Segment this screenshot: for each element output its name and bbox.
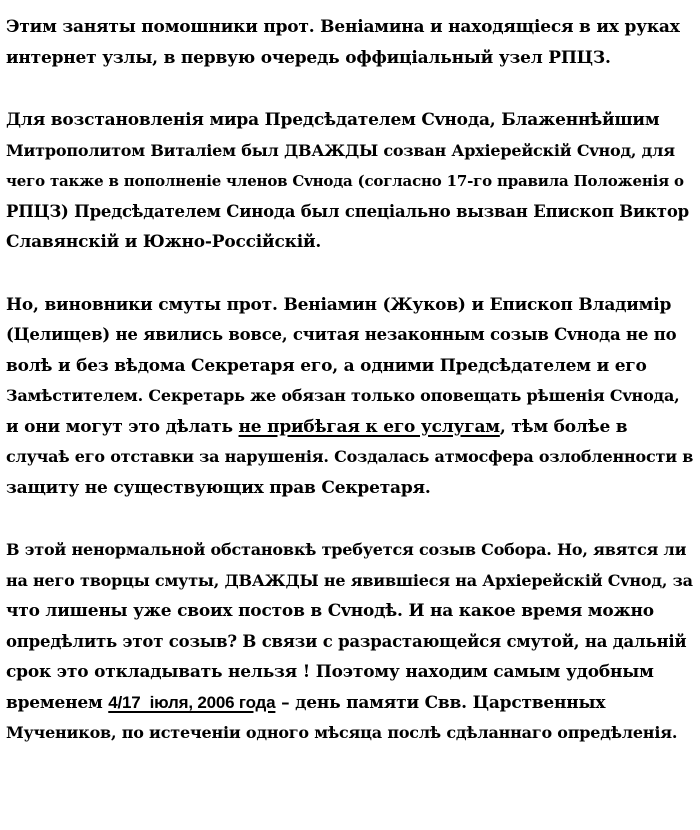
- text-segment: и они могут это дѣлать: [6, 416, 239, 437]
- paragraph-2: [6, 105, 694, 258]
- text-line: срок это откладывать нельзя ! Поэтому находим самым удобным: [6, 662, 654, 682]
- text-line: опредѣлить этот созыв? В связи с разрастающейся смутой, на дальній: [6, 631, 687, 651]
- paragraph-1: [6, 12, 694, 73]
- text-line: чего также в пополненіе членов Сvнода (согласно 17-го правила Положенія о: [6, 172, 684, 190]
- paragraph-3: [6, 290, 694, 504]
- date-phrase: 4/17 іюля, 2006 года: [108, 692, 276, 712]
- text-line: (Целищев) не явились вовсе, считая незаконным созыв Сvнода не по: [6, 325, 677, 344]
- text-segment: , тѣм болѣе в: [499, 416, 628, 437]
- text-line: случаѣ его отставки за нарушенія. Создалась атмосфера озлобленности в: [6, 447, 694, 466]
- text-line: Мучеников, по истеченіи одного мѣсяца послѣ сдѣланнаго опредѣленія.: [6, 723, 678, 742]
- text-line: Этим заняты помошники прот. Веніамина и находящіеся в их руках: [6, 17, 680, 37]
- text-line: интернет узлы, в первую очередь оффиціальный узел РПЦЗ.: [6, 47, 611, 68]
- text-line: Славянскій и Южно-Россійскій.: [6, 232, 322, 252]
- text-line: Но, виновники смуты прот. Веніамин (Жуков) и Епископ Владимір: [6, 294, 672, 315]
- underlined-phrase: не прибѣгая к его услугам: [238, 416, 500, 437]
- text-line: волѣ и без вѣдома Секретаря его, а одними Предсѣдателем и его: [6, 355, 647, 376]
- text-line: Замѣстителем. Секретарь же обязан только оповещать рѣшенія Сvнода,: [6, 386, 680, 405]
- text-segment: – день памяти Свв. Царственных: [275, 692, 606, 713]
- text-line: защиту не существующих прав Секретаря.: [6, 477, 431, 498]
- text-line: Митрополитом Виталіем был ДВАЖДЫ созван Архіерейскій Сvнод, для: [6, 140, 675, 160]
- paragraph-4: [6, 535, 694, 749]
- text-line-with-underline: [6, 412, 694, 443]
- text-segment: временем: [6, 692, 109, 713]
- text-line: что лишены уже своих постов в Сvнодѣ. И на какое время можно: [6, 601, 654, 621]
- text-line: на него творцы смуты, ДВАЖДЫ не явившіеся на Архіерейскій Сvнод, за: [6, 570, 693, 590]
- text-line: В этой ненормальной обстановкѣ требуется созыв Собора. Но, явятся ли: [6, 540, 687, 559]
- text-line-with-date: [6, 688, 694, 719]
- text-line: РПЦЗ) Предсѣдателем Синода был спеціально вызван Епископ Виктор: [6, 201, 689, 221]
- text-line: Для возстановленія мира Предсѣдателем Сvнода, Блаженнѣйшим: [6, 110, 660, 130]
